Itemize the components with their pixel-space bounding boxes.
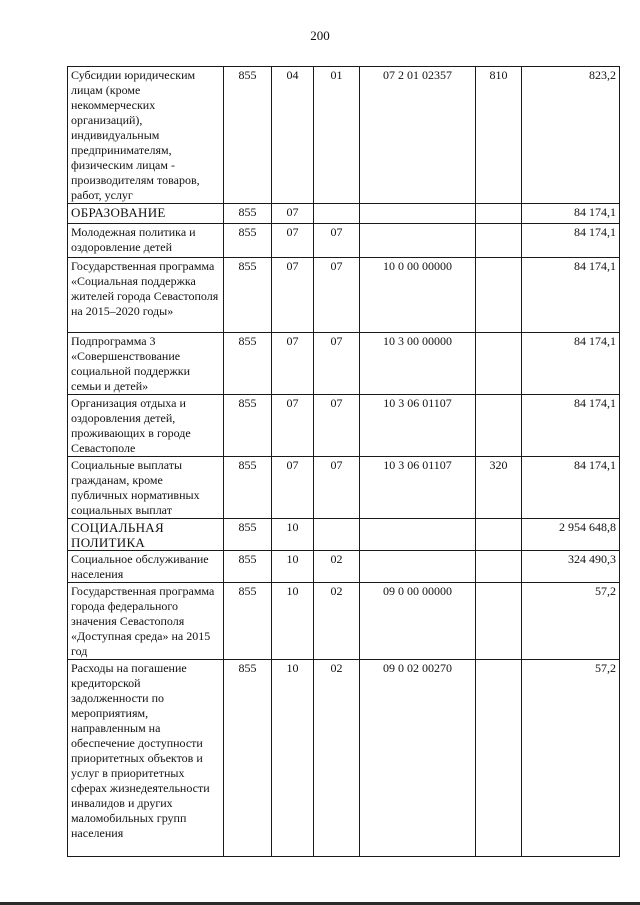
section-code: 10 bbox=[272, 583, 314, 660]
row-name: Государственная программа «Социальная поддержка жителей города Севастополя на 2015–2020 годы» bbox=[68, 258, 224, 333]
amount: 84 174,1 bbox=[522, 395, 620, 457]
target-code bbox=[360, 551, 476, 583]
subsection-code: 02 bbox=[314, 551, 360, 583]
target-code: 10 3 06 01107 bbox=[360, 395, 476, 457]
section-code: 04 bbox=[272, 67, 314, 204]
row-name: Организация отдыха и оздоровления детей, проживающих в городе Севастополе bbox=[68, 395, 224, 457]
amount: 84 174,1 bbox=[522, 333, 620, 395]
amount: 57,2 bbox=[522, 583, 620, 660]
ministry-code: 855 bbox=[224, 583, 272, 660]
kind-code bbox=[476, 224, 522, 258]
target-code: 09 0 02 00270 bbox=[360, 660, 476, 857]
kind-code: 810 bbox=[476, 67, 522, 204]
kind-code: 320 bbox=[476, 457, 522, 519]
table-row bbox=[68, 204, 620, 224]
kind-code bbox=[476, 551, 522, 583]
target-code: 07 2 01 02357 bbox=[360, 67, 476, 204]
subsection-code bbox=[314, 204, 360, 224]
table-row bbox=[68, 67, 620, 204]
subsection-code: 07 bbox=[314, 224, 360, 258]
target-code: 09 0 00 00000 bbox=[360, 583, 476, 660]
target-code bbox=[360, 204, 476, 224]
ministry-code: 855 bbox=[224, 204, 272, 224]
section-code: 07 bbox=[272, 224, 314, 258]
amount: 84 174,1 bbox=[522, 204, 620, 224]
subsection-code: 02 bbox=[314, 660, 360, 857]
subsection-code: 01 bbox=[314, 67, 360, 204]
row-name: Государственная программа города федерального значения Севастополя «Доступная среда» на 2015 год bbox=[68, 583, 224, 660]
kind-code bbox=[476, 395, 522, 457]
amount: 823,2 bbox=[522, 67, 620, 204]
budget-table bbox=[67, 66, 620, 857]
subsection-code: 07 bbox=[314, 395, 360, 457]
subsection-code: 07 bbox=[314, 333, 360, 395]
ministry-code: 855 bbox=[224, 551, 272, 583]
subsection-code: 07 bbox=[314, 457, 360, 519]
table-row bbox=[68, 258, 620, 333]
page-number: 200 bbox=[310, 28, 330, 43]
subsection-code: 07 bbox=[314, 258, 360, 333]
ministry-code: 855 bbox=[224, 660, 272, 857]
row-name: ОБРАЗОВАНИЕ bbox=[68, 204, 224, 224]
section-code: 10 bbox=[272, 551, 314, 583]
ministry-code: 855 bbox=[224, 457, 272, 519]
section-code: 07 bbox=[272, 457, 314, 519]
table-row bbox=[68, 519, 620, 551]
amount: 84 174,1 bbox=[522, 224, 620, 258]
section-code: 07 bbox=[272, 333, 314, 395]
kind-code bbox=[476, 333, 522, 395]
row-name: Социальное обслуживание населения bbox=[68, 551, 224, 583]
section-code: 07 bbox=[272, 395, 314, 457]
table-row bbox=[68, 333, 620, 395]
kind-code bbox=[476, 519, 522, 551]
target-code: 10 3 06 01107 bbox=[360, 457, 476, 519]
table-row bbox=[68, 583, 620, 660]
ministry-code: 855 bbox=[224, 224, 272, 258]
row-name: Субсидии юридическим лицам (кроме некоммерческих организаций), индивидуальным предпринимателям, физическим лицам - производителям товаров, работ, услуг bbox=[68, 67, 224, 204]
kind-code bbox=[476, 258, 522, 333]
target-code: 10 0 00 00000 bbox=[360, 258, 476, 333]
kind-code bbox=[476, 204, 522, 224]
subsection-code bbox=[314, 519, 360, 551]
table-row bbox=[68, 551, 620, 583]
row-name: Расходы на погашение кредиторской задолженности по мероприятиям, направленным на обеспечение доступности приоритетных объектов и услуг в приоритетных сферах жизнедеятельности инвалидов и других маломобильных групп населения bbox=[68, 660, 224, 857]
section-code: 07 bbox=[272, 258, 314, 333]
amount: 84 174,1 bbox=[522, 258, 620, 333]
section-code: 10 bbox=[272, 519, 314, 551]
table-row bbox=[68, 395, 620, 457]
ministry-code: 855 bbox=[224, 333, 272, 395]
row-name: Социальные выплаты гражданам, кроме публичных нормативных социальных выплат bbox=[68, 457, 224, 519]
table-row bbox=[68, 660, 620, 857]
table-row bbox=[68, 224, 620, 258]
target-code bbox=[360, 224, 476, 258]
ministry-code: 855 bbox=[224, 519, 272, 551]
amount: 57,2 bbox=[522, 660, 620, 857]
row-name: СОЦИАЛЬНАЯ ПОЛИТИКА bbox=[68, 519, 224, 551]
kind-code bbox=[476, 660, 522, 857]
target-code: 10 3 00 00000 bbox=[360, 333, 476, 395]
section-code: 10 bbox=[272, 660, 314, 857]
subsection-code: 02 bbox=[314, 583, 360, 660]
row-name: Подпрограмма 3 «Совершенствование социальной поддержки семьи и детей» bbox=[68, 333, 224, 395]
ministry-code: 855 bbox=[224, 258, 272, 333]
ministry-code: 855 bbox=[224, 395, 272, 457]
amount: 84 174,1 bbox=[522, 457, 620, 519]
amount: 2 954 648,8 bbox=[522, 519, 620, 551]
kind-code bbox=[476, 583, 522, 660]
row-name: Молодежная политика и оздоровление детей bbox=[68, 224, 224, 258]
ministry-code: 855 bbox=[224, 67, 272, 204]
table-row bbox=[68, 457, 620, 519]
target-code bbox=[360, 519, 476, 551]
section-code: 07 bbox=[272, 204, 314, 224]
amount: 324 490,3 bbox=[522, 551, 620, 583]
